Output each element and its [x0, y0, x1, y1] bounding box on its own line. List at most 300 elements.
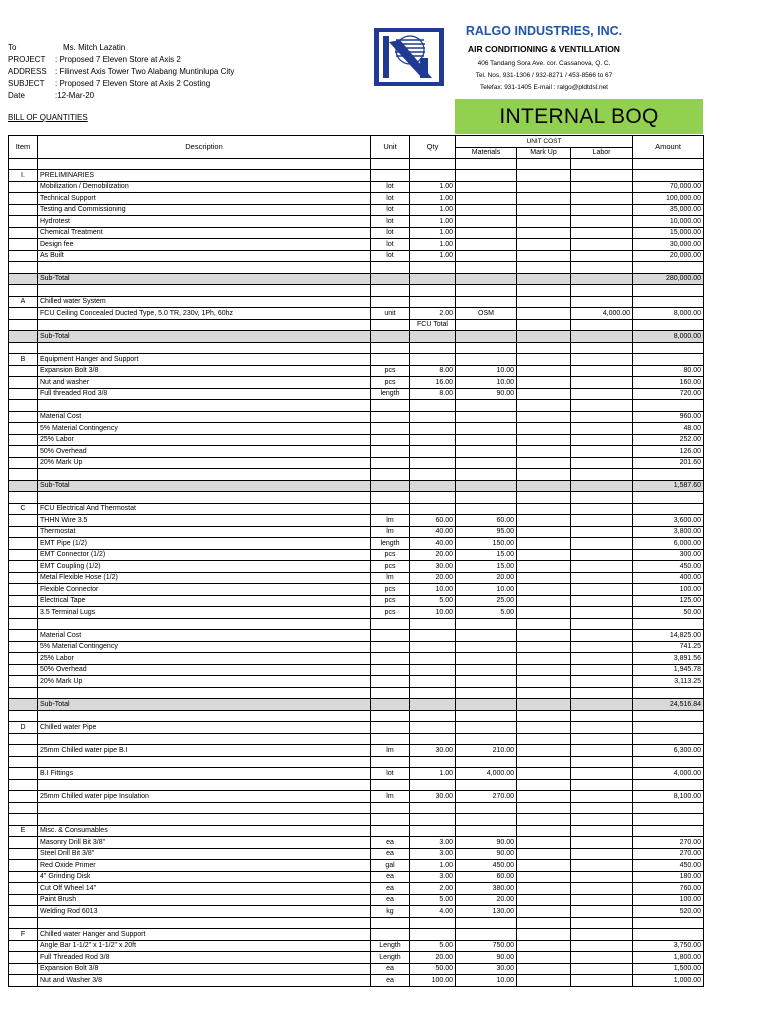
- cell-description: [38, 802, 371, 814]
- cell-markup: [517, 469, 571, 481]
- cell-description: Expansion Bolt 3/8: [38, 963, 371, 975]
- cell-materials: [456, 193, 517, 205]
- cell-markup: [517, 595, 571, 607]
- cell-unit: [371, 641, 410, 653]
- cell-qty: 1.00: [410, 181, 456, 193]
- table-row: [9, 434, 704, 446]
- cell-description: Testing and Commissioning: [38, 204, 371, 216]
- cell-item: [9, 204, 38, 216]
- cell-labor: [571, 756, 633, 768]
- cell-qty: [410, 354, 456, 366]
- cell-item: [9, 733, 38, 745]
- cell-qty: 8.00: [410, 365, 456, 377]
- date-value: :12-Mar-20: [55, 91, 95, 100]
- cell-amount: 741.25: [633, 641, 704, 653]
- header-row-date: [8, 90, 234, 102]
- cell-materials: [456, 239, 517, 251]
- cell-labor: [571, 871, 633, 883]
- cell-materials: [456, 814, 517, 826]
- cell-materials: 60.00: [456, 871, 517, 883]
- cell-labor: [571, 572, 633, 584]
- cell-qty: 10.00: [410, 584, 456, 596]
- cell-qty: [410, 411, 456, 423]
- col-labor-header: Labor: [571, 147, 633, 158]
- cell-qty: [410, 469, 456, 481]
- cell-materials: [456, 722, 517, 734]
- cell-labor: [571, 952, 633, 964]
- cell-description: Steel Drill Bit 3/8": [38, 848, 371, 860]
- cell-materials: [456, 653, 517, 665]
- cell-labor: [571, 699, 633, 711]
- cell-description: Nut and washer: [38, 377, 371, 389]
- cell-unit: [371, 722, 410, 734]
- cell-unit: lm: [371, 791, 410, 803]
- cell-materials: [456, 664, 517, 676]
- cell-markup: [517, 227, 571, 239]
- boq-table: [8, 135, 704, 987]
- cell-item: [9, 377, 38, 389]
- cell-markup: [517, 952, 571, 964]
- cell-labor: [571, 940, 633, 952]
- address-label: ADDRESS: [8, 67, 47, 76]
- cell-labor: [571, 526, 633, 538]
- cell-description: 25% Labor: [38, 434, 371, 446]
- cell-materials: [456, 170, 517, 182]
- cell-markup: [517, 733, 571, 745]
- table-row: [9, 331, 704, 343]
- cell-description: EMT Connector (1/2): [38, 549, 371, 561]
- cell-unit: [371, 756, 410, 768]
- cell-description: [38, 158, 371, 170]
- boq-body: [9, 158, 704, 986]
- cell-description: Sub-Total: [38, 331, 371, 343]
- cell-markup: [517, 963, 571, 975]
- cell-unit: lm: [371, 526, 410, 538]
- cell-materials: [456, 710, 517, 722]
- cell-amount: 960.00: [633, 411, 704, 423]
- cell-item: [9, 883, 38, 895]
- cell-labor: [571, 595, 633, 607]
- cell-markup: [517, 216, 571, 228]
- table-row: [9, 492, 704, 504]
- cell-qty: [410, 641, 456, 653]
- cell-unit: lm: [371, 745, 410, 757]
- cell-description: Chilled water System: [38, 296, 371, 308]
- cell-item: C: [9, 503, 38, 515]
- cell-materials: [456, 492, 517, 504]
- cell-markup: [517, 308, 571, 320]
- cell-materials: [456, 319, 517, 331]
- table-row: [9, 561, 704, 573]
- cell-item: [9, 687, 38, 699]
- cell-item: [9, 342, 38, 354]
- cell-unit: lot: [371, 216, 410, 228]
- cell-materials: 20.00: [456, 572, 517, 584]
- cell-description: Cut Off Wheel 14": [38, 883, 371, 895]
- cell-amount: 100,000.00: [633, 193, 704, 205]
- table-row: [9, 917, 704, 929]
- cell-description: [38, 814, 371, 826]
- company-tel: Tel. Nos. 931-1306 / 932-8271 / 453-8566 to 67: [475, 72, 613, 79]
- table-row: [9, 204, 704, 216]
- cell-qty: 1.00: [410, 193, 456, 205]
- cell-materials: [456, 641, 517, 653]
- cell-materials: [456, 423, 517, 435]
- cell-labor: [571, 250, 633, 262]
- cell-markup: [517, 653, 571, 665]
- cell-labor: [571, 538, 633, 550]
- cell-item: [9, 181, 38, 193]
- cell-unit: pcs: [371, 377, 410, 389]
- cell-labor: [571, 837, 633, 849]
- cell-qty: 30.00: [410, 561, 456, 573]
- cell-qty: [410, 342, 456, 354]
- cell-item: [9, 837, 38, 849]
- cell-description: 3.5 Terminal Lugs: [38, 607, 371, 619]
- cell-qty: [410, 423, 456, 435]
- cell-description: [38, 319, 371, 331]
- cell-markup: [517, 745, 571, 757]
- cell-amount: 15,000.00: [633, 227, 704, 239]
- cell-materials: 10.00: [456, 584, 517, 596]
- cell-amount: 3,113.25: [633, 676, 704, 688]
- cell-description: Chilled water Pipe: [38, 722, 371, 734]
- cell-description: THHN Wire 3.5: [38, 515, 371, 527]
- cell-markup: [517, 492, 571, 504]
- cell-description: Paint Brush: [38, 894, 371, 906]
- cell-markup: [517, 756, 571, 768]
- cell-materials: [456, 285, 517, 297]
- company-logo: [374, 28, 444, 86]
- cell-qty: [410, 917, 456, 929]
- cell-description: Sub-Total: [38, 699, 371, 711]
- cell-materials: 15.00: [456, 561, 517, 573]
- table-row: [9, 377, 704, 389]
- cell-amount: 3,750.00: [633, 940, 704, 952]
- cell-labor: [571, 722, 633, 734]
- cell-item: [9, 917, 38, 929]
- cell-materials: 60.00: [456, 515, 517, 527]
- cell-item: [9, 871, 38, 883]
- cell-materials: [456, 457, 517, 469]
- cell-qty: 40.00: [410, 526, 456, 538]
- table-row: [9, 170, 704, 182]
- cell-item: [9, 607, 38, 619]
- cell-unit: ea: [371, 848, 410, 860]
- table-row: [9, 883, 704, 895]
- cell-markup: [517, 457, 571, 469]
- cell-labor: [571, 561, 633, 573]
- cell-labor: [571, 273, 633, 285]
- table-row: [9, 618, 704, 630]
- cell-qty: 10.00: [410, 607, 456, 619]
- cell-qty: [410, 170, 456, 182]
- cell-unit: [371, 779, 410, 791]
- cell-description: Expansion Bolt 3/8: [38, 365, 371, 377]
- cell-description: [38, 492, 371, 504]
- cell-amount: [633, 814, 704, 826]
- cell-item: [9, 561, 38, 573]
- cell-materials: 90.00: [456, 848, 517, 860]
- cell-unit: [371, 434, 410, 446]
- cell-materials: [456, 331, 517, 343]
- cell-description: Sub-Total: [38, 480, 371, 492]
- cell-item: [9, 400, 38, 412]
- cell-qty: [410, 756, 456, 768]
- cell-item: [9, 492, 38, 504]
- cell-labor: [571, 342, 633, 354]
- cell-amount: 6,300.00: [633, 745, 704, 757]
- cell-materials: [456, 630, 517, 642]
- cell-item: [9, 906, 38, 918]
- cell-materials: [456, 469, 517, 481]
- cell-markup: [517, 848, 571, 860]
- cell-item: [9, 239, 38, 251]
- cell-description: Electrical Tape: [38, 595, 371, 607]
- cell-item: [9, 768, 38, 780]
- cell-labor: [571, 779, 633, 791]
- cell-markup: [517, 354, 571, 366]
- cell-unit: lot: [371, 239, 410, 251]
- cell-item: [9, 653, 38, 665]
- table-row: [9, 584, 704, 596]
- cell-amount: 450.00: [633, 561, 704, 573]
- cell-description: Design fee: [38, 239, 371, 251]
- cell-markup: [517, 549, 571, 561]
- cell-amount: 35,000.00: [633, 204, 704, 216]
- cell-qty: 1.00: [410, 250, 456, 262]
- table-row: [9, 848, 704, 860]
- cell-markup: [517, 894, 571, 906]
- cell-item: [9, 411, 38, 423]
- cell-item: [9, 848, 38, 860]
- cell-qty: 4.00: [410, 906, 456, 918]
- table-row: [9, 814, 704, 826]
- cell-item: A: [9, 296, 38, 308]
- cell-qty: [410, 158, 456, 170]
- table-row: [9, 296, 704, 308]
- cell-qty: [410, 814, 456, 826]
- cell-item: [9, 515, 38, 527]
- cell-materials: [456, 262, 517, 274]
- cell-materials: [456, 204, 517, 216]
- cell-qty: [410, 400, 456, 412]
- table-row: [9, 860, 704, 872]
- col-amount-header: Amount: [633, 136, 704, 159]
- cell-markup: [517, 572, 571, 584]
- cell-labor: [571, 423, 633, 435]
- cell-materials: [456, 676, 517, 688]
- cell-amount: 80.00: [633, 365, 704, 377]
- cell-description: 4" Grinding Disk: [38, 871, 371, 883]
- cell-labor: [571, 733, 633, 745]
- cell-labor: [571, 319, 633, 331]
- cell-materials: [456, 411, 517, 423]
- table-row: [9, 699, 704, 711]
- cell-markup: [517, 825, 571, 837]
- cell-amount: 270.00: [633, 848, 704, 860]
- cell-unit: lot: [371, 204, 410, 216]
- cell-markup: [517, 779, 571, 791]
- cell-materials: 20.00: [456, 894, 517, 906]
- cell-unit: [371, 457, 410, 469]
- cell-amount: [633, 687, 704, 699]
- cell-item: [9, 388, 38, 400]
- cell-description: 20% Mark Up: [38, 457, 371, 469]
- cell-materials: 90.00: [456, 952, 517, 964]
- cell-unit: ea: [371, 871, 410, 883]
- cell-materials: 130.00: [456, 906, 517, 918]
- cell-amount: [633, 733, 704, 745]
- table-row: [9, 952, 704, 964]
- cell-amount: [633, 917, 704, 929]
- cell-materials: [456, 296, 517, 308]
- cell-item: F: [9, 929, 38, 941]
- cell-description: Misc. & Consumables: [38, 825, 371, 837]
- cell-description: [38, 756, 371, 768]
- table-row: [9, 871, 704, 883]
- cell-markup: [517, 768, 571, 780]
- cell-amount: 4,000.00: [633, 768, 704, 780]
- cell-qty: 60.00: [410, 515, 456, 527]
- cell-amount: 126.00: [633, 446, 704, 458]
- cell-labor: [571, 331, 633, 343]
- cell-amount: [633, 400, 704, 412]
- cell-unit: length: [371, 388, 410, 400]
- cell-amount: [633, 158, 704, 170]
- cell-labor: [571, 388, 633, 400]
- cell-item: [9, 802, 38, 814]
- cell-labor: [571, 814, 633, 826]
- cell-labor: [571, 457, 633, 469]
- cell-labor: [571, 975, 633, 987]
- cell-description: [38, 285, 371, 297]
- cell-item: I.: [9, 170, 38, 182]
- cell-markup: [517, 722, 571, 734]
- cell-materials: [456, 917, 517, 929]
- cell-amount: 520.00: [633, 906, 704, 918]
- table-row: [9, 595, 704, 607]
- cell-markup: [517, 837, 571, 849]
- company-tagline: AIR CONDITIONING & VENTILLATION: [468, 44, 620, 54]
- cell-qty: [410, 722, 456, 734]
- cell-amount: 252.00: [633, 434, 704, 446]
- cell-unit: [371, 411, 410, 423]
- cell-unit: [371, 331, 410, 343]
- cell-markup: [517, 791, 571, 803]
- cell-unit: [371, 733, 410, 745]
- cell-unit: [371, 929, 410, 941]
- cell-labor: [571, 515, 633, 527]
- cell-markup: [517, 193, 571, 205]
- table-row: [9, 940, 704, 952]
- cell-unit: lm: [371, 572, 410, 584]
- table-row: [9, 319, 704, 331]
- cell-description: Material Cost: [38, 411, 371, 423]
- cell-markup: [517, 262, 571, 274]
- cell-description: Masonry Drill Bit 3/8": [38, 837, 371, 849]
- cell-unit: [371, 814, 410, 826]
- cell-amount: 3,600.00: [633, 515, 704, 527]
- cell-item: [9, 630, 38, 642]
- cell-labor: [571, 710, 633, 722]
- cell-markup: [517, 239, 571, 251]
- cell-labor: [571, 193, 633, 205]
- table-row: [9, 158, 704, 170]
- cell-qty: 2.00: [410, 883, 456, 895]
- cell-unit: pcs: [371, 595, 410, 607]
- cell-item: [9, 664, 38, 676]
- cell-description: 50% Overhead: [38, 446, 371, 458]
- cell-item: [9, 469, 38, 481]
- cell-item: [9, 641, 38, 653]
- cell-labor: [571, 549, 633, 561]
- cell-materials: 30.00: [456, 963, 517, 975]
- cell-description: 20% Mark Up: [38, 676, 371, 688]
- cell-item: [9, 894, 38, 906]
- cell-qty: 1.00: [410, 768, 456, 780]
- cell-item: [9, 308, 38, 320]
- cell-item: [9, 699, 38, 711]
- cell-item: [9, 216, 38, 228]
- cell-description: Material Cost: [38, 630, 371, 642]
- cell-markup: [517, 975, 571, 987]
- cell-description: [38, 779, 371, 791]
- cell-markup: [517, 480, 571, 492]
- cell-labor: [571, 216, 633, 228]
- cell-markup: [517, 296, 571, 308]
- cell-materials: 4,000.00: [456, 768, 517, 780]
- cell-qty: 20.00: [410, 549, 456, 561]
- cell-amount: 8,100.00: [633, 791, 704, 803]
- cell-description: 5% Material Contingency: [38, 423, 371, 435]
- cell-amount: 180.00: [633, 871, 704, 883]
- cell-amount: [633, 618, 704, 630]
- col-description-header: Description: [38, 136, 371, 159]
- to-label: To: [8, 43, 17, 52]
- cell-materials: 10.00: [456, 365, 517, 377]
- cell-unit: [371, 158, 410, 170]
- table-row: [9, 745, 704, 757]
- cell-markup: [517, 423, 571, 435]
- cell-labor: 4,000.00: [571, 308, 633, 320]
- cell-description: Sub-Total: [38, 273, 371, 285]
- cell-qty: 8.00: [410, 388, 456, 400]
- cell-materials: 210.00: [456, 745, 517, 757]
- cell-amount: [633, 469, 704, 481]
- cell-item: [9, 860, 38, 872]
- cell-unit: Length: [371, 940, 410, 952]
- cell-markup: [517, 204, 571, 216]
- cell-markup: [517, 446, 571, 458]
- cell-amount: 125.00: [633, 595, 704, 607]
- cell-qty: 5.00: [410, 595, 456, 607]
- cell-description: [38, 400, 371, 412]
- cell-unit: [371, 664, 410, 676]
- cell-description: EMT Pipe (1/2): [38, 538, 371, 550]
- cell-markup: [517, 664, 571, 676]
- cell-labor: [571, 285, 633, 297]
- cell-labor: [571, 365, 633, 377]
- cell-amount: [633, 319, 704, 331]
- cell-markup: [517, 641, 571, 653]
- cell-qty: [410, 676, 456, 688]
- cell-description: B.I Fittings: [38, 768, 371, 780]
- cell-amount: 24,516.84: [633, 699, 704, 711]
- cell-qty: [410, 262, 456, 274]
- cell-labor: [571, 204, 633, 216]
- company-fax: Telefax: 931-1405 E-mail : ralgo@pldtdsl.net: [479, 84, 608, 91]
